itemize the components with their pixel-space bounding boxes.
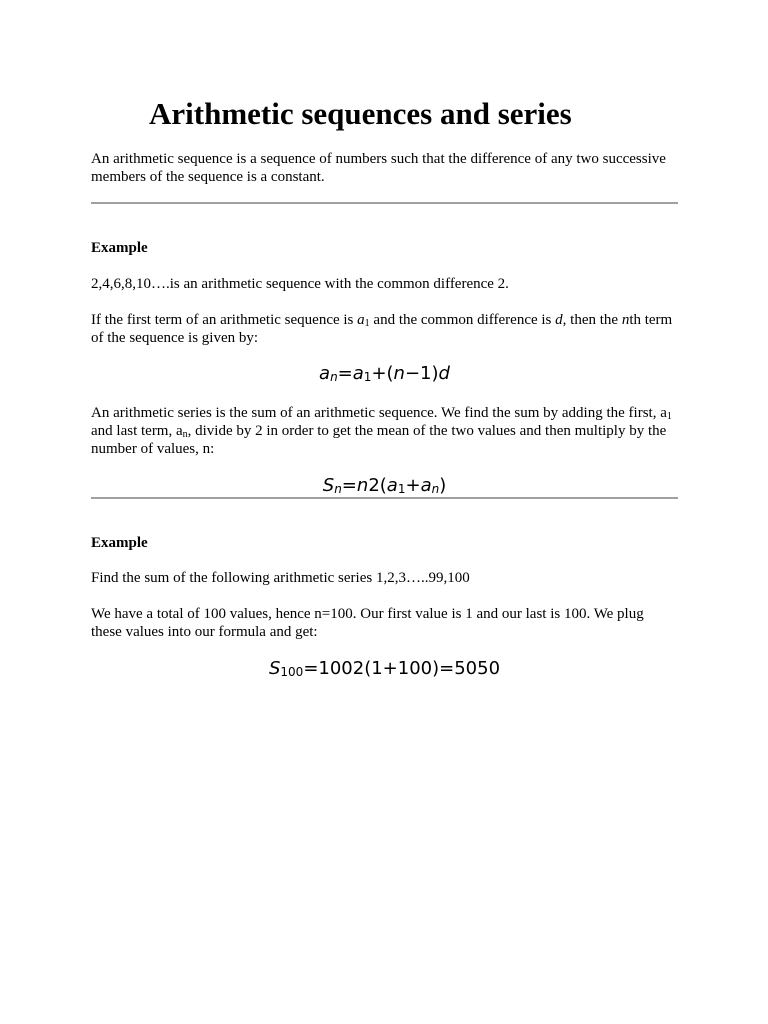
sum-problem-text: Find the sum of the following arithmetic series 1,2,3…..99,100 bbox=[91, 570, 470, 586]
page-title: Arithmetic sequences and series bbox=[149, 96, 572, 131]
sum-result-formula: S100=1002(1+100)=5050 bbox=[268, 658, 501, 679]
sequence-example-text: 2,4,6,8,10….is an arithmetic sequence with the common difference 2. bbox=[91, 276, 509, 292]
nth-term-formula: an=a1+(n−1)d bbox=[319, 363, 450, 384]
sum-formula: Sn=n2(a1+an) bbox=[322, 475, 447, 496]
example-2-heading: Example bbox=[91, 535, 148, 551]
divider-1 bbox=[91, 202, 678, 204]
intro-paragraph: An arithmetic sequence is a sequence of numbers such that the difference of any two successive members of the sequence is a constant. bbox=[91, 151, 666, 185]
divider-2 bbox=[91, 497, 678, 499]
sum-solution-text: We have a total of 100 values, hence n=100. Our first value is 1 and our last is 100. We plug these values into our formula and get: bbox=[91, 606, 644, 640]
nth-term-paragraph: If the first term of an arithmetic sequence is $a_1$ and the common difference is d, then the nth term of the sequence is given by: bbox=[91, 312, 673, 346]
series-paragraph: An arithmetic series is the sum of an arithmetic sequence. We find the sum by adding the first, $a_1$ and last term, $a_n$, divide by 2 in order to get the mean of the two values and then multiply by the number of values, n: bbox=[91, 405, 672, 457]
example-1-heading: Example bbox=[91, 240, 148, 256]
